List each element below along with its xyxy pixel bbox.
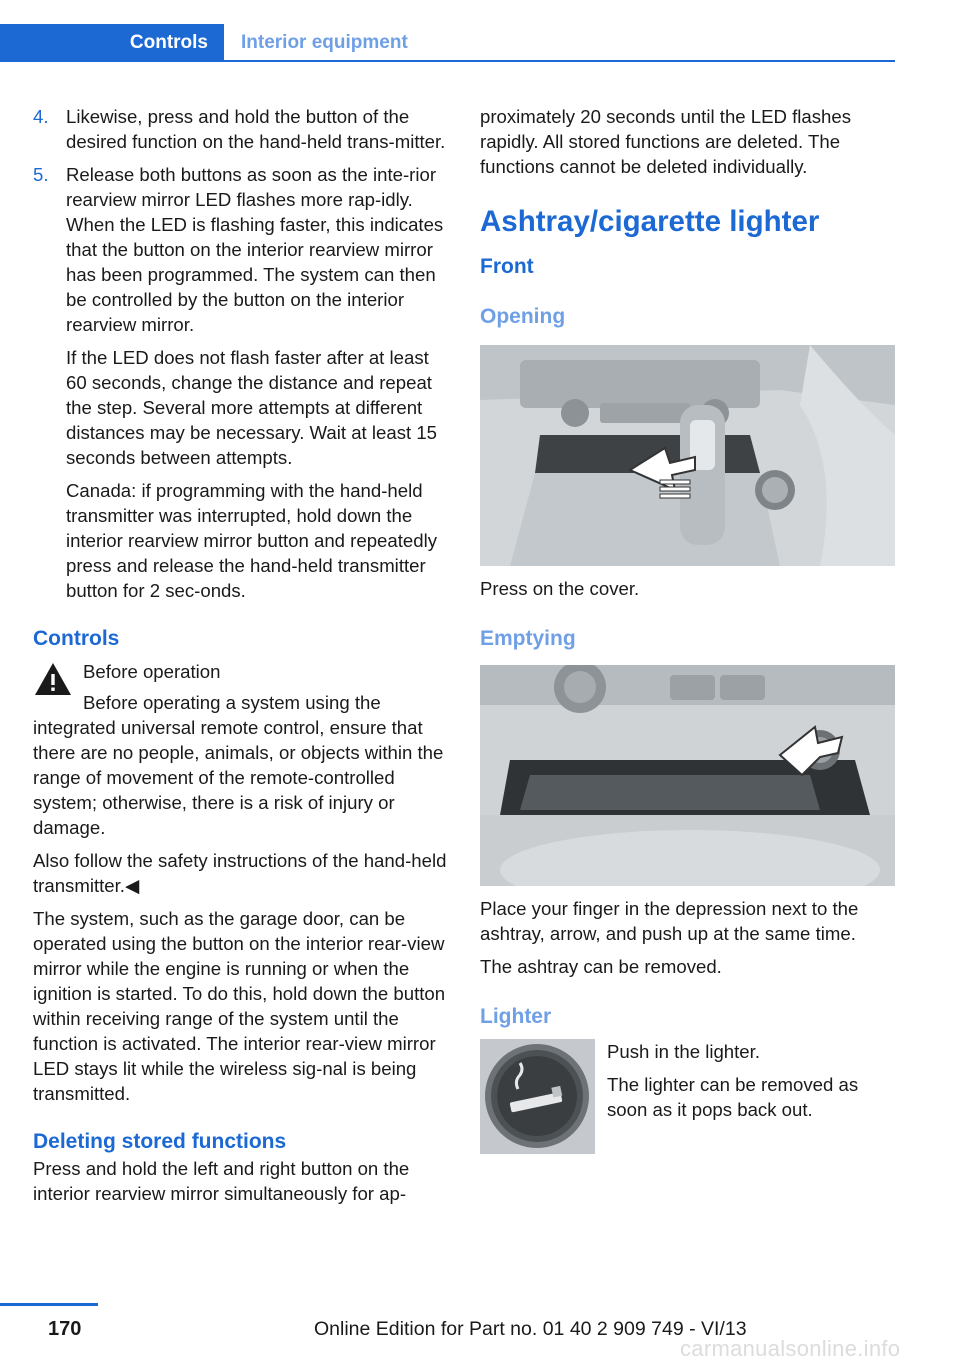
lighter-photo xyxy=(480,1039,595,1154)
lighter-heading: Lighter xyxy=(480,1005,552,1028)
lighter-text-2: The lighter can be removed as soon as it pops back out. xyxy=(607,1074,859,1120)
system-paragraph: The system, such as the garage door, can be operated using the button on the interior rear-view mirror while the engine is running or when the ignition is started. To do this, hold down the button within receiving range of the system until the function is activated. The interior rear-view mirror LED stays lit while the wireless sig-nal is being transmitted. xyxy=(33,908,446,1104)
step5-led-note: If the LED does not flash faster after at least 60 seconds, change the distance and repeat the step. Several more attempts at different distances may be necessary. Wait at least 15 seconds between attempts. xyxy=(66,347,438,468)
ashtray-heading: Ashtray/cigarette lighter xyxy=(480,205,820,238)
controls-heading: Controls xyxy=(33,627,120,650)
watermark: carmanualsonline.info xyxy=(680,1336,901,1361)
front-heading: Front xyxy=(480,255,534,278)
header-tab-controls: Controls xyxy=(0,24,224,62)
deleting-continued: proximately 20 seconds until the LED flashes rapidly. All stored functions are deleted. The functions cannot be deleted individually. xyxy=(480,106,852,177)
header-rule xyxy=(0,60,895,62)
warning-text xyxy=(33,690,448,840)
opening-caption: Press on the cover. xyxy=(480,578,640,599)
left-column xyxy=(33,104,448,1206)
warning-title: Before operation xyxy=(83,661,221,682)
opening-photo xyxy=(480,345,895,566)
step-number: 5. xyxy=(33,164,49,185)
step-4 xyxy=(33,104,448,154)
lighter-block xyxy=(480,1039,898,1159)
emptying-caption-2: The ashtray can be removed. xyxy=(480,956,722,977)
footer-rule xyxy=(0,1303,98,1306)
warning-block xyxy=(33,659,448,684)
warning-triangle-icon xyxy=(33,661,73,697)
opening-heading: Opening xyxy=(480,305,566,328)
deleting-heading: Deleting stored functions xyxy=(33,1130,287,1153)
emptying-heading: Emptying xyxy=(480,627,576,650)
lighter-text xyxy=(607,1039,897,1122)
console-cover-illustration xyxy=(480,345,895,566)
page-header xyxy=(0,24,895,62)
step-number: 4. xyxy=(33,106,49,127)
header-tab-interior-equipment: Interior equipment xyxy=(241,32,408,53)
step5-canada-note: Canada: if programming with the hand-held transmitter was interrupted, hold down the interior rearview mirror button and repeatedly press and release the hand-held transmitter button for 2 sec-onds. xyxy=(66,480,438,601)
footer-edition: Online Edition for Part no. 01 40 2 909 749 - VI/13 xyxy=(314,1318,747,1340)
lighter-text-1: Push in the lighter. xyxy=(607,1041,760,1062)
step-5 xyxy=(33,162,448,337)
step-text: Release both buttons as soon as the inte-rior rearview mirror LED flashes more rap-idly. When the LED is flashing faster, this indicates that the button on the interior rearview mirror has been programmed. The system can then be controlled by the button on the interior rearview mirror. xyxy=(66,164,444,335)
right-column xyxy=(480,104,898,1159)
step-text: Likewise, press and hold the button of the desired function on the hand-held trans-mitter. xyxy=(66,106,446,152)
deleting-text: Press and hold the left and right button on the interior rearview mirror simultaneously for ap- xyxy=(33,1158,410,1204)
emptying-photo xyxy=(480,665,895,886)
warning-text-body: Before operating a system using the integrated universal remote control, ensure that there are no people, animals, or objects within the range of movement of the remote-controlled system; otherwise, there is a risk of injury or damage. xyxy=(33,692,444,838)
emptying-caption-1: Place your finger in the depression next to the ashtray, arrow, and push up at the same time. xyxy=(480,898,859,944)
warning-follow: Also follow the safety instructions of the hand-held transmitter.◀ xyxy=(33,850,447,896)
ashtray-illustration xyxy=(480,665,895,886)
cigarette-lighter-icon xyxy=(480,1039,595,1154)
page-number: 170 xyxy=(48,1318,82,1340)
